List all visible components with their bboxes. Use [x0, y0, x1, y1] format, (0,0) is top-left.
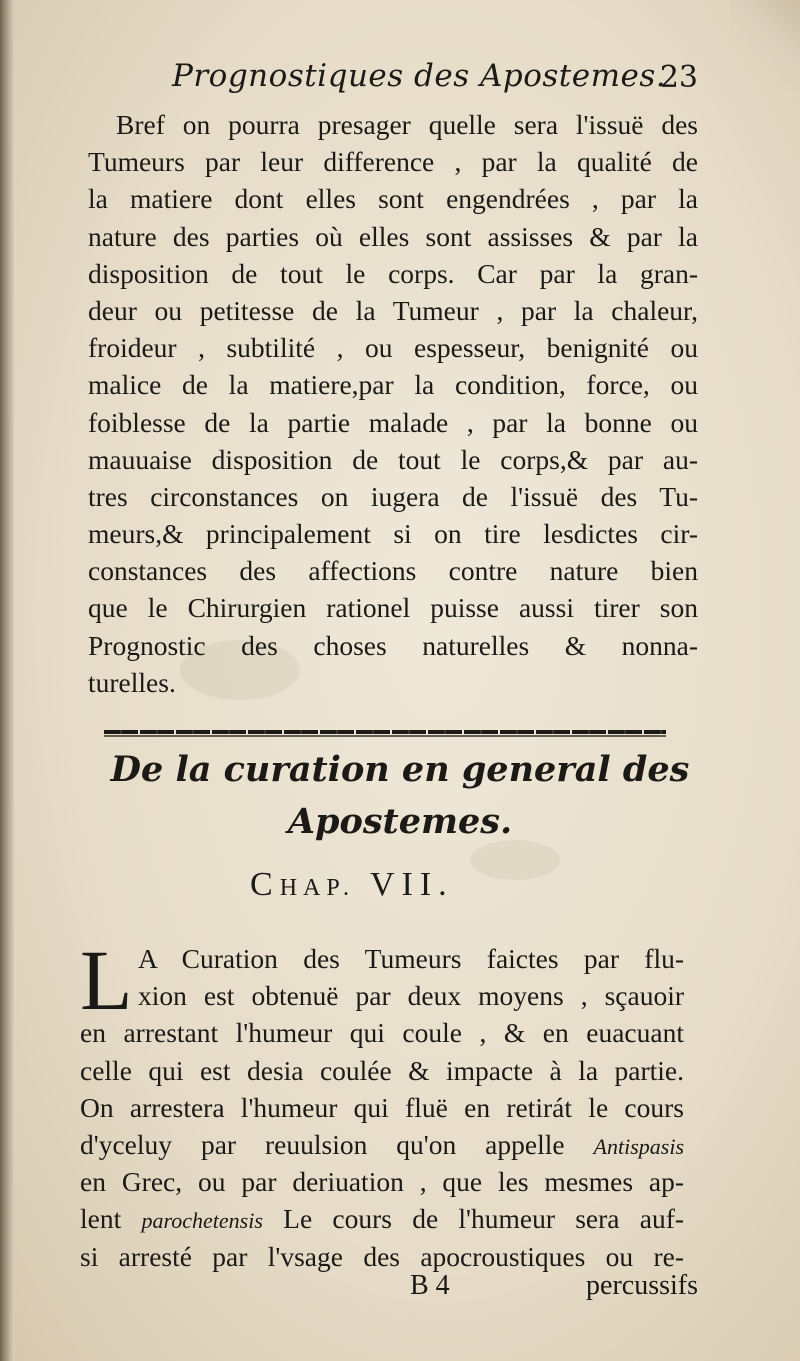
text-line: disposition de tout le corps. Car par la gran- — [88, 257, 698, 289]
text-line: froideur , subtilité , ou espesseur, benignité ou — [88, 332, 698, 364]
section-title-line: Apostemes. — [287, 801, 513, 842]
text-line: nature des parties où elles sont assisses & par la — [88, 220, 698, 252]
section-title-line: De la curation en general des — [110, 749, 690, 790]
text-line: On arrestera l'humeur qui fluë en retirát le cours — [80, 1091, 684, 1123]
paragraph-curation — [80, 932, 685, 1275]
text-fragment: Le cours de l'humeur sera auf- — [283, 1203, 685, 1235]
section-title — [100, 744, 700, 848]
page-number: 23 — [659, 60, 698, 95]
text-line: constances des affections contre nature bien — [88, 555, 698, 587]
text-line: tres circonstances on iugera de l'issuë des Tu- — [88, 480, 698, 512]
text-line: en arrestant l'humeur qui coule , & en euacuant — [80, 1017, 684, 1049]
text-line: xion est obtenuë par deux moyens , sçauoir — [138, 980, 684, 1012]
catchword: percussifs — [586, 1270, 698, 1301]
signature-mark: B 4 — [410, 1270, 450, 1301]
running-head — [172, 58, 712, 102]
running-title: Prognostiques des Apostemes. — [172, 58, 667, 94]
text-line: mauuaise disposition de tout le corps,& par au- — [88, 443, 698, 475]
greek-term: parochetensis — [141, 1208, 263, 1234]
text-line: Prognostic des choses naturelles & nonna- — [88, 629, 698, 661]
text-line: en Grec, ou par deriuation , que les mesmes ap- — [80, 1166, 684, 1198]
drop-cap: L — [80, 932, 133, 1028]
chapter-initial: C — [250, 866, 280, 903]
text-line: A Curation des Tumeurs faictes par flu- — [138, 943, 684, 974]
greek-term: Antispasis — [593, 1133, 685, 1159]
rule-dashes — [104, 730, 666, 734]
ornamental-rule — [104, 724, 666, 740]
text-line: Tumeurs par leur difference , par la qualité de — [88, 146, 698, 178]
text-line: malice de la matiere,par la condition, force, ou — [88, 369, 698, 401]
text-line — [80, 1126, 684, 1163]
text-line: Bref on pourra presager quelle sera l'issuë des — [116, 109, 698, 140]
rule-line — [104, 735, 666, 737]
text-line — [80, 1200, 684, 1237]
text-line: meurs,& principalement si on tire lesdictes cir- — [88, 518, 698, 550]
chapter-number: VII. — [369, 866, 454, 903]
text-line: deur ou petitesse de la Tumeur , par la chaleur, — [88, 294, 698, 326]
text-line: si arresté par l'vsage des apocroustiques ou re- — [80, 1240, 684, 1272]
chapter-label: HAP. — [279, 875, 356, 901]
text-line: turelles. — [88, 666, 176, 698]
binding-gutter — [0, 0, 14, 1361]
paragraph-prognostics — [88, 106, 698, 701]
chapter-heading — [250, 866, 454, 904]
text-line: foiblesse de la partie malade , par la bonne ou — [88, 406, 698, 438]
page-footer — [410, 1270, 710, 1310]
text-line: celle qui est desia coulée & impacte à la partie. — [80, 1054, 684, 1086]
text-line: que le Chirurgien rationel puisse aussi tirer son — [88, 592, 698, 624]
text-line: la matiere dont elles sont engendrées , par la — [88, 183, 698, 215]
page-corner-fold — [730, 0, 800, 90]
text-fragment: d'yceluy par reuulsion qu'on appelle — [80, 1128, 565, 1160]
text-fragment: lent — [80, 1203, 122, 1235]
